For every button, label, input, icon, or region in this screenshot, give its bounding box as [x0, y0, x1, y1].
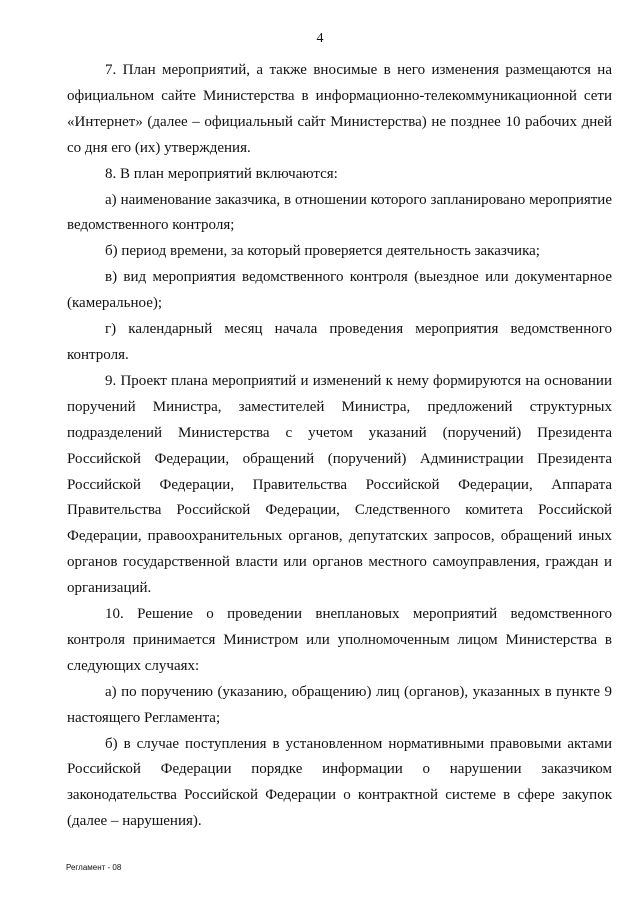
- paragraph-7: 7. План мероприятий, а также вносимые в него изменения размещаются на официальном сайте Министерства в информационно-телекоммуникационной сети «Интернет» (далее – официальный сайт Министерства) не позднее 10 рабочих дней со дня его (их) утверждения.: [67, 62, 612, 156]
- paragraph-10: 10. Решение о проведении внеплановых мероприятий ведомственного контроля принимается Министром или уполномоченным лицом Министерства в следующих случаях:: [67, 606, 612, 674]
- paragraph-8-v: в) вид мероприятия ведомственного контроля (выездное или документарное (камеральное);: [67, 269, 612, 312]
- paragraph-10-a: а) по поручению (указанию, обращению) лиц (органов), указанных в пункте 9 настоящего Регламента;: [67, 683, 612, 726]
- page-number: 4: [316, 31, 324, 46]
- paragraph-10-b: б) в случае поступления в установленном нормативными правовыми актами Российской Федерации порядке информации о нарушении заказчиком законодательства Российской Федерации о контрактной системе в сфере закупок (далее – нарушения).: [67, 735, 612, 830]
- paragraph-8-b: б) период времени, за который проверяется деятельность заказчика;: [105, 243, 540, 260]
- paragraph-8-g: г) календарный месяц начала проведения мероприятия ведомственного контроля.: [67, 321, 612, 363]
- paragraph-9: 9. Проект плана мероприятий и изменений к нему формируются на основании поручений Министра, заместителей Министра, предложений структурных подразделений Министерства с учетом указаний (поручений) Президента Российской Федерации, обращений (поручений) Администрации Президента Российской Федерации, Правительства Российской Федерации, Аппарата Правительства Российской Федерации, Следственного комитета Российской Федерации, правоохранительных органов, депутатских запросов, обращений иных органов государственной власти или органов местного самоуправления, граждан и организаций.: [67, 372, 612, 597]
- footer-label: Регламент - 08: [66, 863, 122, 872]
- paragraph-8-a: а) наименование заказчика, в отношении которого запланировано мероприятие ведомственного контроля;: [67, 191, 612, 234]
- paragraph-8: 8. В план мероприятий включаются:: [105, 165, 338, 182]
- document-body: [67, 58, 612, 835]
